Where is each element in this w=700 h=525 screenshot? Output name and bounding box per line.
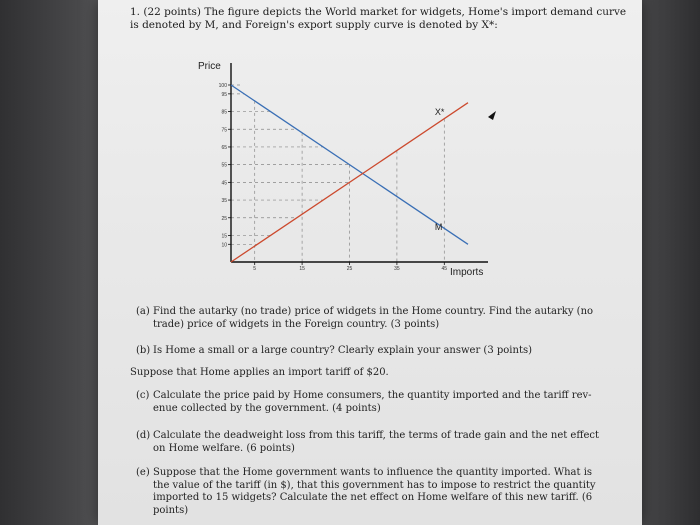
question-b [136,345,616,358]
tariff-scenario [130,367,610,380]
question-text-line: points) [153,504,189,516]
question-text-line: Calculate the price paid by Home consumers, the quantity imported and the tariff rev- [153,390,592,401]
x-tick-label: 15 [299,266,305,272]
y-tick-label: 55 [221,162,227,169]
y-tick-label: 85 [221,109,227,116]
series-label-m: M [434,222,443,233]
x-axis-label: Imports [450,267,484,278]
problem-statement [130,6,630,32]
chart-gridlines [231,85,444,262]
question-text-line: Suppose that the Home government wants to influence the quantity imported. What is [153,467,593,478]
x-tick-label: 35 [394,266,400,272]
document-page [98,0,642,525]
question-a [136,306,616,331]
series-labels [435,107,445,232]
y-tick-label: 10 [221,242,227,249]
question-text-line: Find the autarky (no trade) price of widgets in the Home country. Find the autarky (no [153,306,594,317]
world-market-chart [188,55,518,280]
question-label: (c) [136,390,150,401]
question-text-line: on Home welfare. (6 points) [153,442,295,454]
y-tick-label: 95 [221,91,227,98]
question-label: (e) [136,467,150,478]
problem-statement-line: 1. (22 points) The figure depicts the World market for widgets, Home's import demand curve [130,6,627,18]
question-d [136,430,616,455]
question-label: (d) [136,430,151,441]
y-tick-label: 65 [221,144,227,151]
question-label: (a) [136,306,150,317]
question-text-line: Is Home a small or a large country? Clearly explain your answer (3 points) [153,345,532,356]
y-tick-label: 35 [221,198,227,205]
y-tick-label: 75 [221,127,227,134]
question-text-line: enue collected by the government. (4 points) [153,402,381,414]
photo-background-left [0,0,110,525]
y-tick-label: 45 [221,180,227,187]
question-label: (b) [136,345,151,356]
question-c [136,390,616,415]
question-text-line: trade) price of widgets in the Foreign country. (3 points) [153,318,440,330]
photo-background-right [636,0,700,525]
y-tick-label: 100 [218,83,227,89]
x-tick-label: 5 [253,266,257,272]
x-tick-label: 45 [441,266,448,272]
question-e [136,467,616,517]
question-text-line: Suppose that Home applies an import tariff of $20. [130,367,389,378]
series-label-x-star: X* [434,107,445,118]
question-text-line: Calculate the deadweight loss from this tariff, the terms of trade gain and the net effect [153,430,599,441]
problem-statement-line: is denoted by M, and Foreign's export supply curve is denoted by X*: [130,19,498,31]
cursor-arrow-icon [488,111,496,120]
y-tick-label: 25 [221,215,227,222]
x-tick-label: 25 [346,266,353,272]
y-axis-label: Price [198,61,221,72]
question-text-line: imported to 15 widgets? Calculate the net effect on Home welfare of this new tariff. (6 [153,492,593,503]
x-tick-labels [253,262,447,272]
question-text-line: the value of the tariff (in $), that this government has to impose to restrict the quantity [153,479,596,491]
y-tick-label: 15 [221,233,227,240]
y-tick-labels [219,83,231,248]
